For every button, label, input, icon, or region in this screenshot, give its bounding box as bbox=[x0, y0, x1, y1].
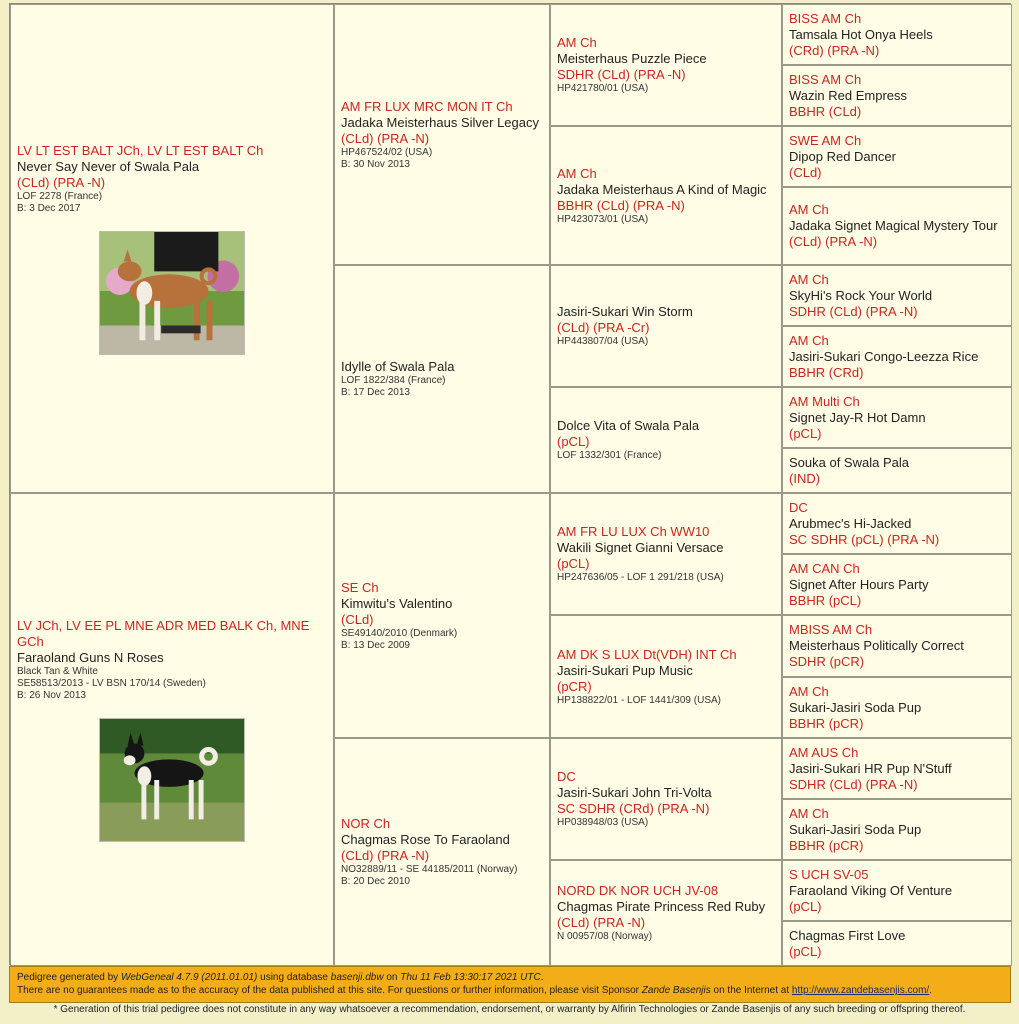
ancestor-tests: BBHR (CRd) bbox=[789, 364, 864, 380]
ancestor-title: BISS AM Ch bbox=[789, 71, 862, 87]
gen4-cell bbox=[782, 738, 1012, 799]
ancestor-name[interactable]: Jasiri-Sukari HR Pup N'Stuff bbox=[789, 760, 952, 776]
ancestor-tests: (CLd) (PRA -Cr) bbox=[557, 320, 650, 335]
gen4-cell bbox=[782, 799, 1012, 860]
ancestor-title: AM Ch bbox=[789, 805, 829, 821]
ancestor-name[interactable]: Souka of Swala Pala bbox=[789, 454, 909, 470]
ancestor-tests: (IND) bbox=[789, 470, 821, 486]
ancestor-name[interactable]: Arubmec's Hi-Jacked bbox=[789, 515, 912, 531]
ancestor-title: BISS AM Ch bbox=[789, 10, 862, 26]
ancestor-name[interactable]: Signet Jay-R Hot Damn bbox=[789, 409, 926, 425]
gen4-cell bbox=[782, 387, 1012, 448]
ancestor-name[interactable]: Dipop Red Dancer bbox=[789, 148, 896, 164]
ancestor-title: NOR Ch bbox=[341, 816, 391, 831]
gen4-cell bbox=[782, 4, 1012, 65]
ancestor-tests: (CRd) (PRA -N) bbox=[789, 42, 880, 58]
gen4-cell bbox=[782, 448, 1012, 493]
gen2-cell bbox=[334, 738, 550, 966]
gen4-cell bbox=[782, 65, 1012, 126]
dam-name[interactable]: Faraoland Guns N Roses bbox=[17, 649, 164, 665]
sire-birth-date: B: 3 Dec 2017 bbox=[17, 202, 81, 214]
footer-text: . bbox=[929, 985, 932, 996]
ancestor-tests: SC SDHR (pCL) (PRA -N) bbox=[789, 531, 940, 547]
sire-registration: LOF 2278 (France) bbox=[17, 190, 103, 202]
gen3-cell bbox=[550, 4, 782, 126]
ancestor-name[interactable]: Faraoland Viking Of Venture bbox=[789, 882, 953, 898]
ancestor-tests: SC SDHR (CRd) (PRA -N) bbox=[557, 801, 710, 816]
footer-text: Pedigree generated by bbox=[17, 972, 121, 983]
ancestor-name[interactable]: Chagmas First Love bbox=[789, 927, 906, 943]
gen3-cell bbox=[550, 860, 782, 966]
ancestor-title: AM Ch bbox=[789, 202, 829, 217]
ancestor-title: DC bbox=[789, 499, 808, 515]
tricolor-basenji-photo[interactable] bbox=[99, 718, 245, 842]
ancestor-tests: (pCL) bbox=[789, 943, 822, 959]
ancestor-registration: HP247636/05 - LOF 1 291/218 (USA) bbox=[557, 572, 724, 583]
gen3-cell bbox=[550, 265, 782, 387]
gen4-cell bbox=[782, 326, 1012, 387]
ancestor-name[interactable]: Chagmas Rose To Faraoland bbox=[341, 832, 510, 847]
footer-text: on bbox=[383, 972, 401, 983]
ancestor-registration: LOF 1822/384 (France) bbox=[341, 375, 446, 386]
red-and-white-basenji-photo[interactable] bbox=[99, 231, 245, 355]
ancestor-name[interactable]: Jasiri-Sukari Win Storm bbox=[557, 304, 693, 319]
ancestor-name[interactable]: Dolce Vita of Swala Pala bbox=[557, 418, 700, 433]
gen4-cell bbox=[782, 921, 1012, 966]
gen4-cell bbox=[782, 493, 1012, 554]
gen4-cell bbox=[782, 126, 1012, 187]
ancestor-title: AM Ch bbox=[789, 271, 829, 287]
gen4-cell bbox=[782, 265, 1012, 326]
ancestor-tests: (CLd) (PRA -N) bbox=[341, 848, 430, 863]
ancestor-registration: N 00957/08 (Norway) bbox=[557, 931, 653, 942]
gen4-cell bbox=[782, 554, 1012, 615]
dam-birth-date: B: 26 Nov 2013 bbox=[17, 689, 86, 701]
ancestor-tests: (CLd) bbox=[341, 611, 374, 627]
ancestor-name[interactable]: Kimwitu's Valentino bbox=[341, 595, 453, 611]
ancestor-title: AM FR LUX MRC MON IT Ch bbox=[341, 98, 513, 114]
gen3-cell bbox=[550, 387, 782, 493]
sponsor-name: Zande Basenjis bbox=[641, 985, 711, 996]
ancestor-name[interactable]: Chagmas Pirate Princess Red Ruby bbox=[557, 899, 766, 914]
ancestor-title: AM CAN Ch bbox=[789, 560, 860, 576]
ancestor-title: AM Ch bbox=[557, 165, 597, 181]
gen4-cell bbox=[782, 860, 1012, 921]
ancestor-registration: HP138822/01 - LOF 1441/309 (USA) bbox=[557, 694, 721, 706]
generation-footer bbox=[9, 966, 1011, 1003]
gen3-cell bbox=[550, 493, 782, 615]
ancestor-name[interactable]: Jasiri-Sukari Pup Music bbox=[557, 662, 693, 678]
gen3-cell bbox=[550, 615, 782, 738]
ancestor-title: AM Multi Ch bbox=[789, 393, 860, 409]
ancestor-title: S UCH SV-05 bbox=[789, 866, 869, 882]
pedigree-table bbox=[9, 3, 1011, 965]
gen3-cell bbox=[550, 126, 782, 265]
dam-color: Black Tan & White bbox=[17, 665, 98, 677]
ancestor-birth-date: B: 13 Dec 2009 bbox=[341, 639, 410, 651]
footer-text: There are no guarantees made as to the accuracy of the data published at this site. For questions or further information, please visit Sponsor bbox=[17, 985, 642, 996]
ancestor-registration: NO32889/11 - SE 44185/2011 (Norway) bbox=[341, 864, 518, 875]
ancestor-birth-date: B: 17 Dec 2013 bbox=[341, 387, 410, 398]
ancestor-tests: SDHR (CLd) (PRA -N) bbox=[557, 67, 686, 82]
ancestor-title: MBISS AM Ch bbox=[789, 622, 873, 637]
ancestor-name[interactable]: Wazin Red Empress bbox=[789, 87, 907, 103]
ancestor-registration: HP423073/01 (USA) bbox=[557, 213, 649, 225]
ancestor-name[interactable]: Jadaka Meisterhaus Silver Legacy bbox=[341, 114, 539, 130]
footer-text: . bbox=[540, 972, 544, 983]
gen3-cell bbox=[550, 738, 782, 860]
footer-line-2 bbox=[17, 984, 1003, 997]
ancestor-registration: HP421780/01 (USA) bbox=[557, 83, 649, 94]
ancestor-tests: (CLd) bbox=[789, 164, 822, 180]
footer-text: using database bbox=[257, 972, 331, 983]
ancestor-registration: HP443807/04 (USA) bbox=[557, 336, 649, 347]
ancestor-name[interactable]: Tamsala Hot Onya Heels bbox=[789, 26, 933, 42]
ancestor-name[interactable]: Jadaka Signet Magical Mystery Tour bbox=[789, 218, 998, 233]
gen4-cell bbox=[782, 677, 1012, 738]
generation-date: Thu 11 Feb 13:30:17 2021 UTC bbox=[400, 972, 541, 983]
ancestor-title: AM Ch bbox=[789, 683, 829, 699]
ancestor-name[interactable]: Meisterhaus Puzzle Piece bbox=[557, 51, 707, 66]
database-name: basenji.dbw bbox=[330, 972, 384, 983]
ancestor-tests: (pCR) bbox=[557, 678, 592, 694]
ancestor-title: NORD DK NOR UCH JV-08 bbox=[557, 883, 719, 898]
ancestor-title: DC bbox=[557, 769, 576, 784]
sire-title: LV LT EST BALT JCh, LV LT EST BALT Ch bbox=[17, 142, 264, 158]
gen2-cell bbox=[334, 4, 550, 265]
ancestor-title: AM Ch bbox=[789, 332, 829, 348]
footer-text: on the Internet at bbox=[710, 985, 792, 996]
ancestor-tests: BBHR (pCL) bbox=[789, 592, 862, 608]
ancestor-name[interactable]: SkyHi's Rock Your World bbox=[789, 287, 933, 303]
ancestor-tests: SDHR (CLd) (PRA -N) bbox=[789, 303, 918, 319]
ancestor-tests: (pCL) bbox=[789, 898, 822, 914]
ancestor-registration: HP467524/02 (USA) bbox=[341, 146, 433, 158]
ancestor-name[interactable]: Wakili Signet Gianni Versace bbox=[557, 540, 724, 555]
ancestor-tests: BBHR (CLd) bbox=[789, 103, 862, 119]
ancestor-name[interactable]: Signet After Hours Party bbox=[789, 576, 929, 592]
ancestor-name[interactable]: Idylle of Swala Pala bbox=[341, 359, 455, 374]
ancestor-title: AM Ch bbox=[557, 35, 597, 50]
disclaimer: * Generation of this trial pedigree does not constitute in any way whatsoever a recommendation, endorsement, or warranty by Alfirin Technologies or Zande Basenjis of any such breeding or offspring thereof. bbox=[53, 1004, 966, 1015]
ancestor-tests: (CLd) (PRA -N) bbox=[557, 915, 646, 930]
ancestor-tests: SDHR (CLd) (PRA -N) bbox=[789, 776, 918, 792]
ancestor-birth-date: B: 30 Nov 2013 bbox=[341, 158, 410, 170]
gen4-cell bbox=[782, 187, 1012, 265]
ancestor-name[interactable]: Sukari-Jasiri Soda Pup bbox=[789, 821, 922, 837]
ancestor-name[interactable]: Sukari-Jasiri Soda Pup bbox=[789, 699, 922, 715]
ancestor-registration: LOF 1332/301 (France) bbox=[557, 450, 662, 461]
sire-cell bbox=[10, 4, 334, 493]
ancestor-registration: SE49140/2010 (Denmark) bbox=[341, 627, 458, 639]
ancestor-name[interactable]: Jasiri-Sukari Congo-Leezza Rice bbox=[789, 348, 979, 364]
gen2-cell bbox=[334, 265, 550, 493]
ancestor-title: SE Ch bbox=[341, 579, 379, 595]
footer-line-1 bbox=[17, 971, 1003, 984]
ancestor-tests: (CLd) (PRA -N) bbox=[341, 130, 430, 146]
ancestor-tests: BBHR (CLd) (PRA -N) bbox=[557, 197, 685, 213]
sire-tests: (CLd) (PRA -N) bbox=[17, 174, 106, 190]
ancestor-title: AM FR LU LUX Ch WW10 bbox=[557, 524, 710, 539]
dam-title: LV JCh, LV EE PL MNE ADR MED BALK Ch, MNE GCh bbox=[17, 617, 310, 649]
dam-registration: SE58513/2013 - LV BSN 170/14 (Sweden) bbox=[17, 677, 206, 689]
ancestor-name[interactable]: Meisterhaus Politically Correct bbox=[789, 638, 964, 653]
software-name: WebGeneal 4.7.9 (2011.01.01) bbox=[120, 972, 258, 983]
ancestor-title: SWE AM Ch bbox=[789, 132, 862, 148]
ancestor-tests: (pCL) bbox=[789, 425, 822, 441]
ancestor-name[interactable]: Jadaka Meisterhaus A Kind of Magic bbox=[557, 181, 767, 197]
ancestor-birth-date: B: 20 Dec 2010 bbox=[341, 876, 410, 887]
ancestor-tests: BBHR (pCR) bbox=[789, 837, 864, 853]
ancestor-tests: BBHR (pCR) bbox=[789, 715, 864, 731]
gen2-cell bbox=[334, 493, 550, 738]
ancestor-title: AM DK S LUX Dt(VDH) INT Ch bbox=[557, 646, 737, 662]
ancestor-tests: (pCL) bbox=[557, 434, 590, 449]
sire-name[interactable]: Never Say Never of Swala Pala bbox=[17, 158, 200, 174]
ancestor-registration: HP038948/03 (USA) bbox=[557, 817, 649, 828]
ancestor-title: AM AUS Ch bbox=[789, 744, 859, 760]
gen4-cell bbox=[782, 615, 1012, 677]
ancestor-tests: (CLd) (PRA -N) bbox=[789, 234, 878, 249]
dam-cell bbox=[10, 493, 334, 966]
sponsor-link[interactable]: http://www.zandebasenjis.com/ bbox=[791, 985, 930, 996]
ancestor-tests: SDHR (pCR) bbox=[789, 654, 865, 669]
ancestor-tests: (pCL) bbox=[557, 556, 590, 571]
ancestor-name[interactable]: Jasiri-Sukari John Tri-Volta bbox=[557, 785, 712, 800]
